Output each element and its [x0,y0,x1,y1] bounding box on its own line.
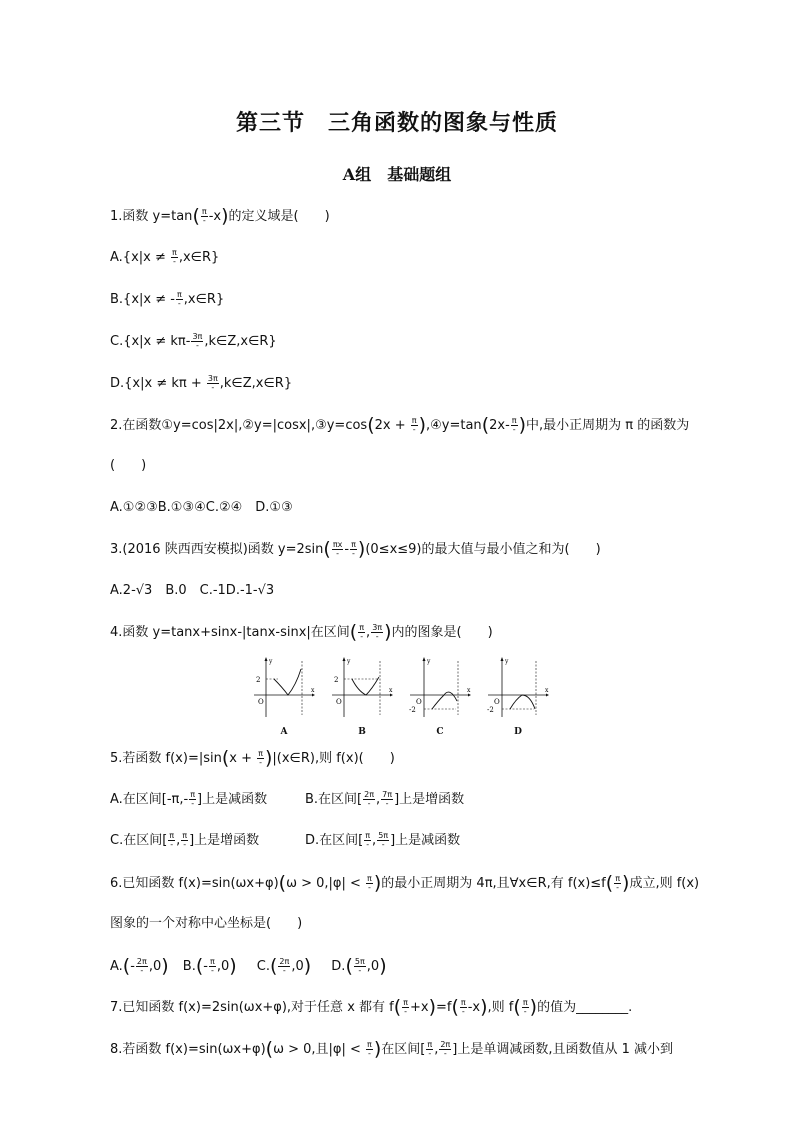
graph-a [252,655,316,737]
question-4-stem: 4.函数 y=tanx+sinx-|tanx-sinx|在区间( $\frac{\pi}{-}$ , $\frac{3\pi}{-}$ )内的图象是( ) [110,621,493,643]
question-1-stem: 1.函数 y=tan( $\frac{\pi}{-}$ -x)的定义域是( ) [110,205,330,227]
graph-a-y: y [269,658,273,665]
question-8-stem: 8.若函数 f(x)=sin(ωx+φ)(ω > 0,且|φ| < $\frac{\pi}{-}$ )在区间[ $\frac{\pi}{-}$ , $\frac{2\pi}{-}$ ]上是单调减函数,且函数值从 1 减小到 [110,1038,673,1060]
graph-b-origin: O [336,698,342,706]
question-2-options: A.①②③B.①③④C.②④ D.①③ [110,500,293,515]
question-5-option-a: A.在区间[-π,- $\frac{\pi}{-}$ ]上是减函数 [110,790,268,808]
question-3-options: A.2-√3 B.0 C.-1D.-1-√3 [110,583,275,598]
graph-d-label: D [514,727,522,737]
graph-d-x: x [545,687,549,694]
graph-c-x: x [467,687,471,694]
page-title: 第三节 三角函数的图象与性质 [235,110,558,136]
graph-a-tick-2: 2 [256,676,261,684]
graph-d-origin: O [494,698,500,706]
graph-b-tick-2: 2 [334,676,339,684]
question-7-stem: 7.已知函数 f(x)=2sin(ωx+φ),对于任意 x 都有 f( $\frac{\pi}{-}$ +x)=f( $\frac{\pi}{-}$ -x),则 f( $\frac{\pi}{-}$ )的值为________. [110,996,633,1018]
graph-c-tick-neg2: -2 [409,706,416,714]
graph-b-x: x [389,687,393,694]
question-1-option-a: A.{x|x ≠ $\frac{\pi}{-}$ ,x∈R} [110,248,220,266]
graph-d-tick-neg2: -2 [487,706,494,714]
graph-c-plot [408,655,472,721]
graph-b [330,655,394,737]
graph-a-plot [252,655,316,721]
question-5-option-b: B.在区间[ $\frac{2\pi}{-}$ , $\frac{7\pi}{-}$ ]上是增函数 [305,790,465,808]
graph-d-y: y [505,658,509,665]
graph-d-plot [486,655,550,721]
graph-b-plot [330,655,394,721]
graph-d [486,655,550,737]
graph-a-origin: O [258,698,264,706]
question-6-stem-line-2: 图象的一个对称中心坐标是( ) [110,916,303,931]
graph-a-label: A [280,727,288,737]
question-6-options: A.(- $\frac{2\pi}{-}$ ,0) B.(- $\frac{\pi}{-}$ ,0) C.( $\frac{2\pi}{-}$ ,0) D.( $\frac{5\pi}{-}$ ,0) [110,955,387,977]
question-2-answer-blank: ( ) [110,458,147,473]
graph-c-origin: O [416,698,422,706]
question-1-option-c: C.{x|x ≠ kπ- $\frac{3\pi}{-}$ ,k∈Z,x∈R} [110,332,277,350]
question-5-option-d: D.在区间[ $\frac{\pi}{-}$ , $\frac{5\pi}{-}$ ]上是减函数 [305,831,461,849]
graph-c-label: C [436,727,444,737]
graph-c-y: y [427,658,431,665]
question-1-option-b: B.{x|x ≠ - $\frac{\pi}{-}$ ,x∈R} [110,290,225,308]
question-5-stem: 5.若函数 f(x)=|sin(x + $\frac{\pi}{-}$ )|(x∈R),则 f(x)( ) [110,747,395,769]
question-3-stem: 3.(2016 陕西西安模拟)函数 y=2sin( $\frac{\pi x}{-}$ - $\frac{\pi}{-}$ )(0≤x≤9)的最大值与最小值之和为( ) [110,538,601,560]
question-4-graphs [250,655,550,737]
section-subtitle: A组 基础题组 [342,165,452,184]
graph-a-x: x [311,687,315,694]
question-5-option-c: C.在区间[ $\frac{\pi}{-}$ , $\frac{\pi}{-}$ ]上是增函数 [110,831,260,849]
question-2-stem: 2.在函数①y=cos|2x|,②y=|cosx|,③y=cos(2x + $\frac{\pi}{-}$ ),④y=tan(2x- $\frac{\pi}{-}$ )中,最小正周期为 π 的函数为 [110,414,690,436]
graph-b-label: B [358,727,366,737]
question-6-stem: 6.已知函数 f(x)=sin(ωx+φ)(ω > 0,|φ| < $\frac{\pi}{-}$ )的最小正周期为 4π,且∀x∈R,有 f(x)≤f( $\frac{\pi}{-}$ )成立,则 f(x) [110,872,700,894]
graph-c [408,655,472,737]
question-1-option-d: D.{x|x ≠ kπ + $\frac{3\pi}{-}$ ,k∈Z,x∈R} [110,374,293,392]
graph-b-y: y [347,658,351,665]
